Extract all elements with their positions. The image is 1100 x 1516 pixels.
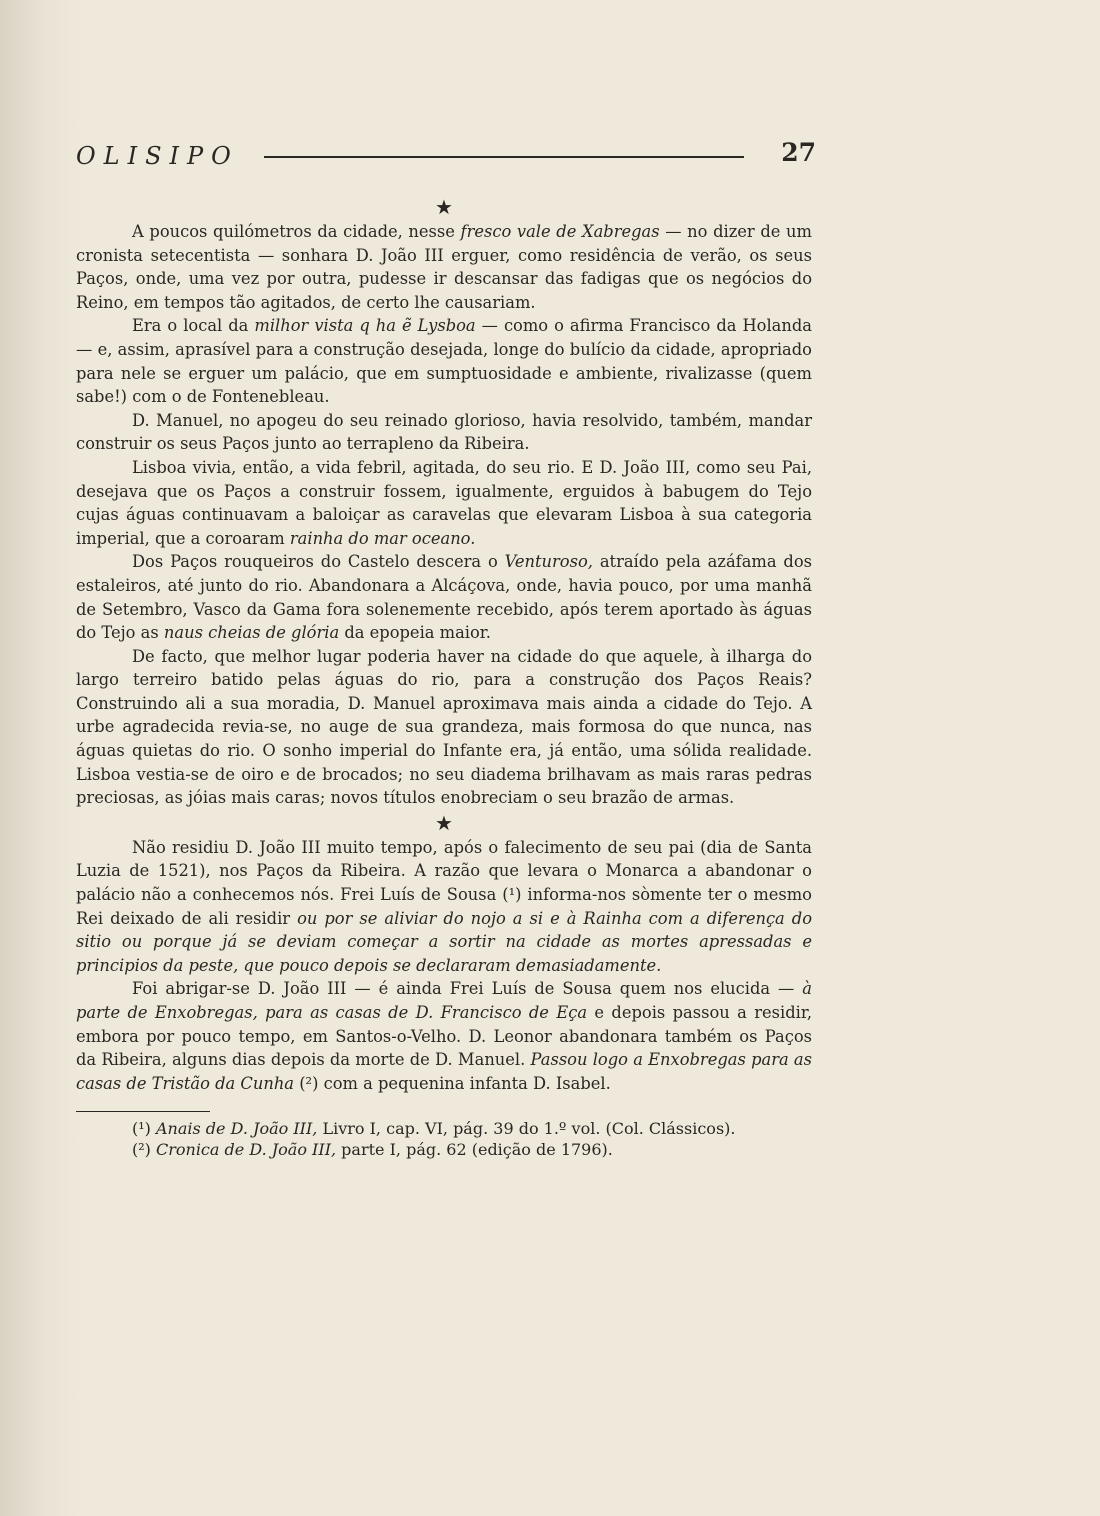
section-star-1: ★ [435, 195, 453, 219]
text-run: De facto, que melhor lugar poderia haver na cidade do que aquele, à ilharga do largo terreiro batido pelas águas do rio, para a construção dos Paços Reais? Construindo ali a sua moradia, D. Manuel aproximava mais ainda a cidade do Tejo. A urbe agradecida revia-se, no auge de sua grandeza, mais formosa do que nunca, nas águas quietas do rio. O sonho imperial do Infante era, já então, uma sólida realidade. Lisboa vestia-se de oiro e de brocados; no seu diadema brilhavam as mais raras pedras preciosas, as jóias mais caras; novos títulos enobreciam o seu brazão de armas. [76, 646, 812, 808]
footnotes [76, 1118, 812, 1160]
header-rule [264, 156, 744, 158]
text-run: Foi abrigar-se D. João III — é ainda Frei Luís de Sousa quem nos elucida — [132, 979, 803, 999]
paragraph [76, 836, 812, 978]
section-star-2: ★ [435, 810, 453, 835]
text-run: parte I, pág. 62 (edição de 1796). [336, 1140, 613, 1160]
text-run: Lisboa vivia, então, a vida febril, agitada, do seu rio. E D. João III, como seu Pai, desejava que os Paços a construir fossem, igualmente, erguidos à babugem do Tejo cujas águas continuavam a baloiçar as caravelas que elevaram Lisboa à sua categoria imperial, que a coroaram [76, 457, 812, 548]
text-run: Não residiu D. João III muito tempo, após o falecimento de seu pai (dia de Santa Luzia de 1521), nos Paços da Ribeira. A razão que levara o Monarca a abandonar o palácio não a conhecemos nós. Frei Luís de Sousa (¹) informa-nos sòmente ter o mesmo Rei deixado de ali residir [76, 837, 812, 928]
text-run: — como o afirma Francisco da Holanda — e, assim, aprasível para a construção desejada, longe do bulício da cidade, apropriado para nele se erguer um palácio, que em sumptuosidade e ambiente, rivalizasse (quem sabe!) com o de Fontenebleau. [76, 316, 812, 407]
italic-text: naus cheias de glória [163, 623, 340, 643]
paragraph [76, 409, 812, 456]
paragraph [76, 550, 812, 644]
page-number: 27 [781, 138, 816, 167]
paragraph [76, 645, 812, 810]
paragraph [76, 977, 812, 1095]
text-run: atraído pela azáfama dos estaleiros, até junto do rio. Abandonara a Alcáçova, onde, havia pouco, por uma manhã de Setembro, Vasco da Gama fora solenemente recebido, após terem aportado às águas do Tejo as [76, 552, 812, 643]
italic-text: fresco vale de Xabregas [460, 222, 660, 241]
italic-text: Anais de D. João III, [155, 1119, 318, 1139]
footnote [132, 1139, 812, 1160]
text-run: da epopeia maior. [339, 623, 491, 643]
text-run: (²) com a pequenina infanta D. Isabel. [294, 1073, 611, 1093]
text-run: A poucos quilómetros da cidade, nesse [132, 222, 461, 241]
running-title: OLISIPO [76, 142, 239, 170]
text-run: Era o local da [132, 316, 255, 336]
paragraph [76, 220, 812, 314]
paragraph [76, 456, 812, 550]
text-run: e depois passou a residir, embora por pouco tempo, em Santos-o-Velho. D. Leonor abandonara também os Paços da Ribeira, alguns dias depois da morte de D. Manuel. [76, 1003, 812, 1070]
paragraph [76, 314, 812, 408]
footnote [132, 1118, 812, 1139]
italic-text: milhor vista q ha ẽ Lysboa [254, 316, 476, 336]
italic-text: à parte de Enxobregas, para as casas de D. Francisco de Eça [76, 979, 812, 1022]
page-header [76, 138, 816, 178]
footnote-rule [76, 1111, 210, 1112]
section-1 [76, 220, 812, 810]
italic-text: Cronica de D. João III, [155, 1140, 337, 1160]
italic-text: Venturoso, [504, 552, 593, 572]
italic-text: Passou logo a Enxobregas para as casas de Tristão da Cunha [76, 1050, 812, 1093]
text-run: Livro I, cap. VI, pág. 39 do 1.º vol. (Col. Clássicos). [317, 1119, 736, 1139]
text-run: D. Manuel, no apogeu do seu reinado glorioso, havia resolvido, também, mandar construir os seus Paços junto ao terrapleno da Ribeira. [76, 410, 812, 454]
italic-text: ou por se aliviar do nojo a si e à Rainha com a diferença do sitio ou porque já se deviam começar a sortir na cidade as mortes apressadas e principios da peste, que pouco depois se declararam demasiadamente. [76, 908, 812, 975]
text-run: — no dizer de um cronista setecentista — sonhara D. João III erguer, como residência de verão, os seus Paços, onde, uma vez por outra, pudesse ir descansar das fadigas que os negócios do Reino, em tempos tão agitados, de certo lhe causariam. [76, 222, 812, 312]
italic-text: rainha do mar oceano. [289, 528, 476, 548]
body-text [76, 194, 812, 1160]
text-run: Dos Paços rouqueiros do Castelo descera o [132, 552, 505, 572]
section-2 [76, 836, 812, 1096]
text-run: (²) [132, 1140, 156, 1160]
text-run: (¹) [132, 1119, 156, 1139]
